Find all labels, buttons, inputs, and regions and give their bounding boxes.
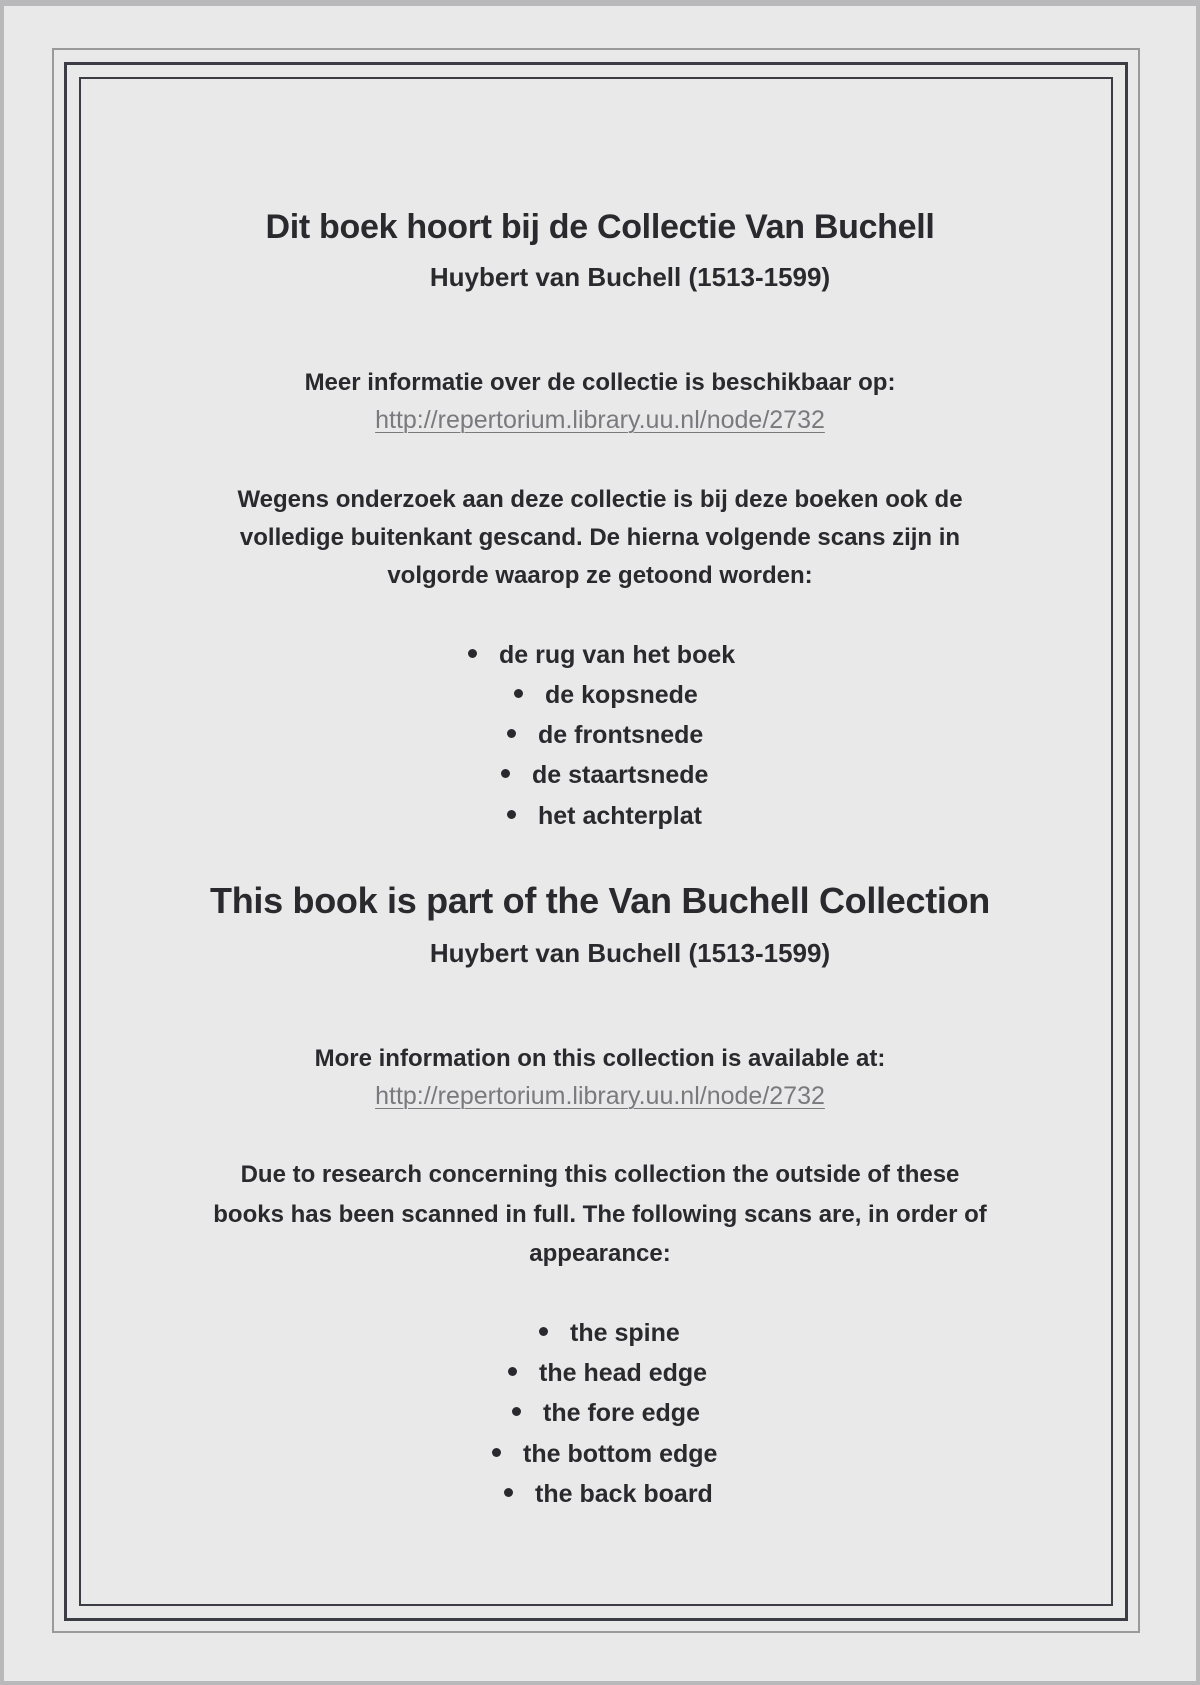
list-item: the bottom edge: [492, 1440, 717, 1469]
dutch-title: Dit boek hoort bij de Collectie Van Buchell: [265, 208, 935, 246]
bullet-icon: [504, 1488, 513, 1497]
bullet-icon: [492, 1448, 501, 1457]
english-title: This book is part of the Van Buchell Collection: [210, 880, 990, 921]
bullet-icon: [514, 689, 523, 698]
list-item: de rug van het boek: [468, 641, 735, 670]
english-paragraph-line-3: appearance:: [529, 1240, 671, 1267]
bullet-icon: [468, 649, 477, 658]
list-item: de kopsnede: [514, 681, 698, 710]
list-item: the fore edge: [512, 1399, 700, 1428]
english-paragraph-line-1: Due to research concerning this collection the outside of these: [240, 1161, 960, 1188]
dutch-info-label: Meer informatie over de collectie is beschikbaar op:: [304, 369, 896, 396]
list-item: het achterplat: [507, 802, 702, 831]
bullet-icon: [507, 729, 516, 738]
english-subtitle: Huybert van Buchell (1513-1599): [429, 938, 831, 968]
english-collection-link[interactable]: http://repertorium.library.uu.nl/node/2732: [375, 1082, 825, 1110]
bullet-icon: [508, 1367, 517, 1376]
list-item: the back board: [504, 1480, 713, 1509]
list-item: the spine: [539, 1319, 680, 1348]
dutch-subtitle: Huybert van Buchell (1513-1599): [429, 262, 831, 292]
dutch-collection-link[interactable]: http://repertorium.library.uu.nl/node/2732: [375, 406, 825, 434]
bullet-icon: [507, 810, 516, 819]
list-item: de staartsnede: [501, 761, 708, 790]
dutch-paragraph-line-1: Wegens onderzoek aan deze collectie is bij deze boeken ook de: [237, 486, 963, 513]
english-info-label: More information on this collection is available at:: [314, 1045, 886, 1072]
english-paragraph-line-2: books has been scanned in full. The following scans are, in order of: [213, 1201, 987, 1228]
dutch-paragraph-line-3: volgorde waarop ze getoond worden:: [387, 562, 813, 589]
bullet-icon: [512, 1407, 521, 1416]
list-item: de frontsnede: [507, 721, 703, 750]
bullet-icon: [501, 769, 510, 778]
bullet-icon: [539, 1327, 548, 1336]
list-item: the head edge: [508, 1359, 707, 1388]
dutch-paragraph-line-2: volledige buitenkant gescand. De hierna volgende scans zijn in: [239, 524, 961, 551]
